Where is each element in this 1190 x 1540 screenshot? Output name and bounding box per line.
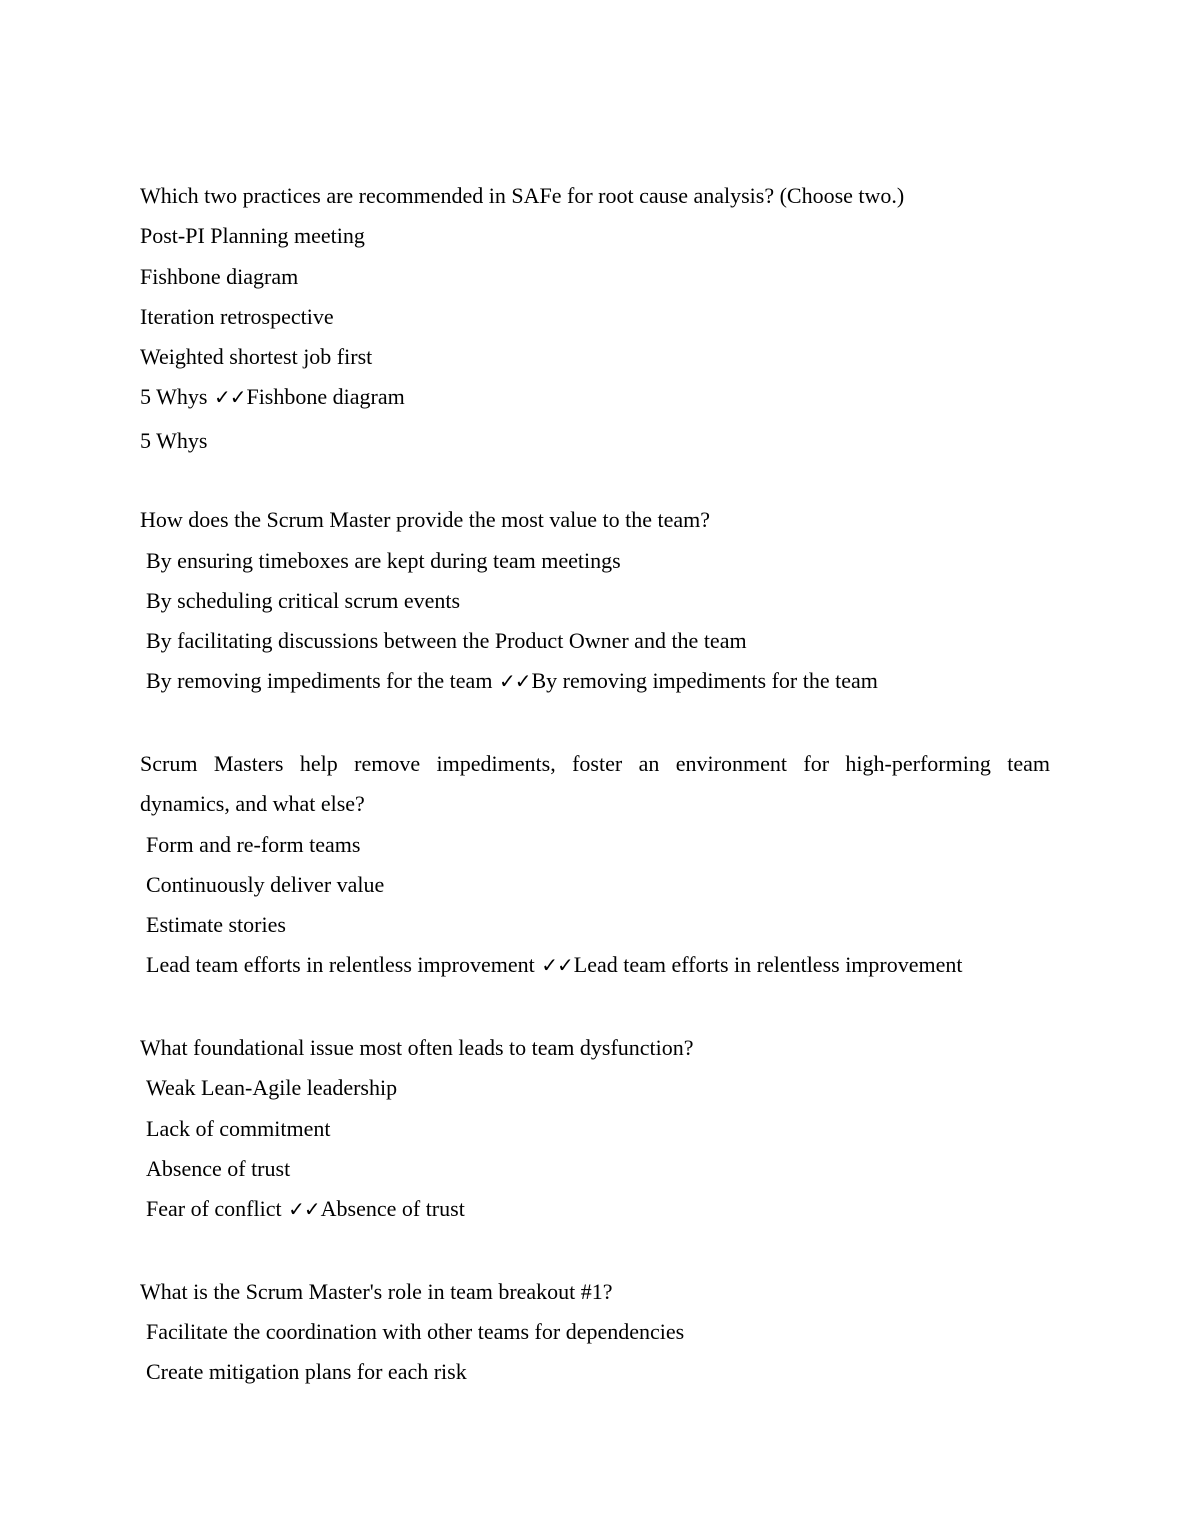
answer-option: Absence of trust <box>146 1155 291 1181</box>
answer-option: Weighted shortest job first <box>140 344 373 370</box>
question-block-1 <box>140 176 1050 461</box>
answer-option: Lack of commitment <box>146 1115 331 1141</box>
correct-answer: Lead team efforts in relentless improvement <box>573 952 963 978</box>
question-prompt: What foundational issue most often leads to team dysfunction? <box>140 1034 694 1060</box>
question-prompt-line-1: Scrum Masters help remove impediments, foster an environment for high-performing team <box>140 750 1050 776</box>
question-prompt-line-2: dynamics, and what else? <box>140 791 365 817</box>
answer-option: Lead team efforts in relentless improvement <box>146 952 535 978</box>
question-prompt <box>140 744 1050 825</box>
answer-option-with-key <box>140 1189 1050 1233</box>
answer-option: By facilitating discussions between the Product Owner and the team <box>146 628 747 654</box>
answer-option-with-key <box>140 377 1050 421</box>
question-prompt: How does the Scrum Master provide the most value to the team? <box>140 507 711 533</box>
answer-option: Post-PI Planning meeting <box>140 223 365 249</box>
question-prompt: Which two practices are recommended in SAFe for root cause analysis? (Choose two.) <box>140 183 905 208</box>
question-block-5 <box>140 1272 1050 1393</box>
question-block-3 <box>140 744 1050 989</box>
correct-answer: By removing impediments for the team <box>531 668 878 694</box>
answer-option: 5 Whys <box>140 384 208 410</box>
document-page <box>140 176 1050 1393</box>
answer-option: Facilitate the coordination with other teams for dependencies <box>146 1318 685 1344</box>
checkmark-icon: ✓✓ <box>541 953 573 978</box>
answer-option: Create mitigation plans for each risk <box>146 1359 467 1385</box>
checkmark-icon: ✓✓ <box>288 1197 320 1222</box>
answer-option: Continuously deliver value <box>146 871 385 897</box>
answer-option: Iteration retrospective <box>140 303 334 329</box>
correct-answer: Absence of trust <box>320 1196 465 1222</box>
answer-option: Estimate stories <box>146 912 286 938</box>
answer-option: By scheduling critical scrum events <box>146 587 461 613</box>
answer-option-with-key <box>140 661 1050 705</box>
answer-option: Form and re-form teams <box>146 831 361 857</box>
answer-extra-line: 5 Whys <box>140 427 208 453</box>
answer-option: Fear of conflict <box>146 1196 282 1222</box>
question-block-4 <box>140 1028 1050 1233</box>
answer-option: Weak Lean-Agile leadership <box>146 1075 398 1101</box>
answer-option-with-key <box>140 945 1050 989</box>
question-block-2 <box>140 500 1050 705</box>
answer-option: By removing impediments for the team <box>146 668 493 694</box>
checkmark-icon: ✓✓ <box>213 385 246 410</box>
correct-answer: Fishbone diagram <box>246 384 405 410</box>
checkmark-icon: ✓✓ <box>498 669 531 694</box>
question-prompt: What is the Scrum Master's role in team breakout #1? <box>140 1278 613 1304</box>
answer-option: By ensuring timeboxes are kept during team meetings <box>146 547 621 573</box>
answer-option: Fishbone diagram <box>140 263 299 289</box>
